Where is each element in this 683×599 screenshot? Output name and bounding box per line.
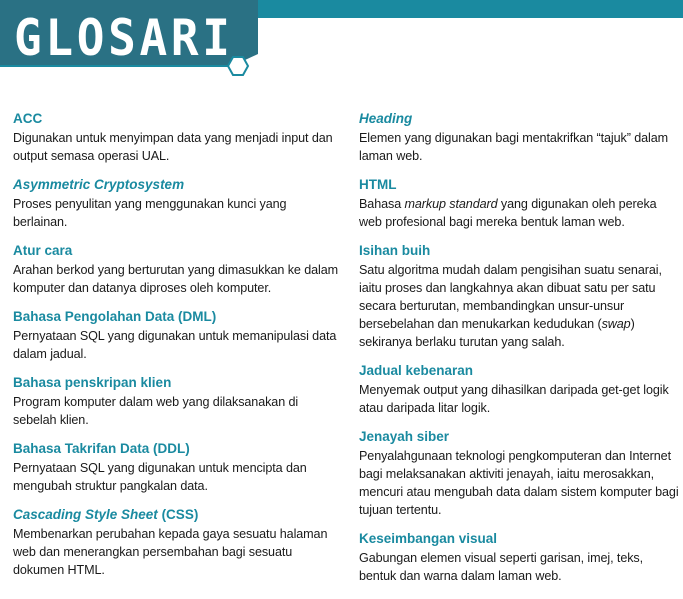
glossary-definition: Penyalahgunaan teknologi pengkomputeran dan Internet bagi melaksanakan aktiviti jenayah, iaitu merosakkan, mencuri atau mengubah data dalam sistem komputer bagi tujuan tertentu.: [359, 449, 679, 517]
glossary-definition: Digunakan untuk menyimpan data yang menjadi input dan output semasa operasi UAL.: [13, 131, 333, 163]
glossary-definition: Pernyataan SQL yang digunakan untuk mencipta dan mengubah struktur pangkalan data.: [13, 461, 307, 493]
definition-text: Satu algoritma mudah dalam pengisihan suatu senarai, iaitu proses dan langkahnya akan dibuat satu per satu secara berturutan, membandingkan unsur-unsur bersebelahan dan menukarkan kedudukan (: [359, 263, 662, 331]
glossary-definition: Gabungan elemen visual seperti garisan, imej, teks, bentuk dan warna dalam laman web.: [359, 551, 644, 583]
glossary-term: Keseimbangan visual: [359, 531, 498, 546]
glossary-entry: [359, 110, 679, 165]
page-title: GLOSARI: [14, 9, 234, 67]
glossary-term: Bahasa penskripan klien: [13, 375, 172, 390]
header-banner: [0, 0, 683, 80]
glossary-term: Bahasa Takrifan Data (DDL): [13, 441, 190, 456]
glossary-definition: Program komputer dalam web yang dilaksanakan di sebelah klien.: [13, 395, 299, 427]
definition-italic-text: swap: [601, 317, 631, 331]
glossary-entry: [13, 242, 343, 297]
glossary-definition: Pernyataan SQL yang digunakan untuk memanipulasi data dalam jadual.: [13, 329, 337, 361]
glossary-definition: Membenarkan perubahan kepada gaya sesuatu halaman web dan menerangkan persembahan bagi sesuatu dokumen HTML.: [13, 527, 328, 577]
glossary-entry: [359, 428, 679, 519]
glossary-term: ACC: [13, 111, 43, 126]
glossary-term: Jadual kebenaran: [359, 363, 474, 378]
glossary-term: HTML: [359, 177, 397, 192]
glossary-entry: [359, 530, 679, 585]
glossary-term: Heading: [359, 111, 413, 126]
glossary-entry: [13, 440, 343, 495]
definition-text: ) sekiranya berlaku turutan yang salah.: [359, 317, 635, 349]
glossary-definition: Elemen yang digunakan bagi mentakrifkan “tajuk” dalam laman web.: [359, 131, 669, 163]
glossary-entry: [13, 110, 343, 165]
glossary-column-left: [13, 110, 343, 590]
glossary-entry: [13, 374, 343, 429]
glossary-term-italic: Cascading Style Sheet: [13, 507, 158, 522]
definition-text: yang digunakan oleh pereka web profesional bagi mereka bentuk laman web.: [359, 197, 657, 229]
glossary-term: Bahasa Pengolahan Data (DML): [13, 309, 217, 324]
glossary-entry: [359, 242, 679, 351]
glossary-term: Jenayah siber: [359, 429, 450, 444]
glossary-definition: Proses penyulitan yang menggunakan kunci yang berlainan.: [13, 197, 287, 229]
glossary-column-right: [359, 110, 679, 596]
glossary-definition: Arahan berkod yang berturutan yang dimasukkan ke dalam komputer dan datanya diproses oleh komputer.: [13, 263, 339, 295]
definition-text: Bahasa: [359, 197, 405, 211]
glossary-definition: [359, 195, 679, 231]
definition-italic-text: markup standard: [404, 197, 498, 211]
glossary-term: Isihan buih: [359, 243, 431, 258]
glossary-entry: [359, 176, 679, 231]
glossary-entry: [13, 176, 343, 231]
glossary-term: Atur cara: [13, 243, 73, 258]
glossary-entry: [13, 308, 343, 363]
glossary-entry: [359, 362, 679, 417]
glossary-term: Asymmetric Cryptosystem: [13, 177, 185, 192]
glossary-definition: Menyemak output yang dihasilkan daripada get-get logik atau daripada litar logik.: [359, 383, 669, 415]
glossary-term-plain: (CSS): [157, 507, 199, 522]
glossary-entry: [13, 506, 343, 579]
glossary-term: [13, 506, 343, 523]
glossary-definition: [359, 261, 679, 351]
